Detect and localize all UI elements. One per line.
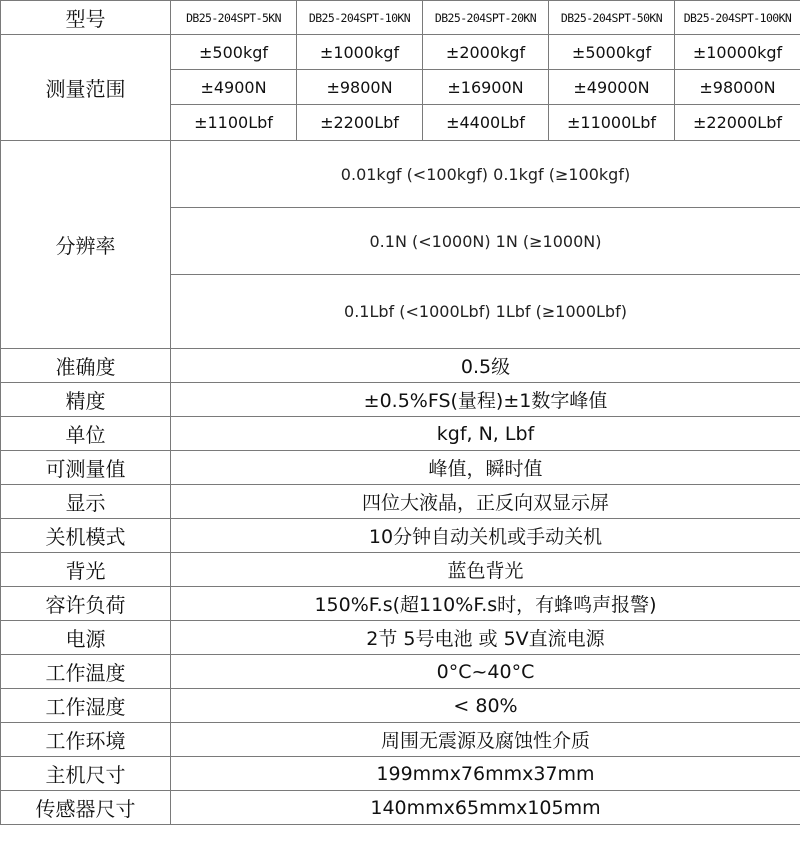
range-cell: ±10000kgf [675, 35, 800, 70]
table-row [1, 757, 800, 791]
row-label: 背光 [1, 553, 171, 587]
row-value: 10分钟自动关机或手动关机 [171, 519, 800, 553]
table-row [1, 655, 800, 689]
row-value: 峰值，瞬时值 [171, 451, 800, 485]
table-row [1, 417, 800, 451]
range-cell: ±22000Lbf [675, 105, 800, 141]
table-row [1, 451, 800, 485]
row-label: 精度 [1, 383, 171, 417]
range-cell: ±16900N [423, 70, 549, 105]
range-cell: ±49000N [549, 70, 675, 105]
row-label: 关机模式 [1, 519, 171, 553]
row-value: < 80% [171, 689, 800, 723]
row-label: 准确度 [1, 349, 171, 383]
row-label: 传感器尺寸 [1, 791, 171, 825]
range-cell: ±500kgf [171, 35, 297, 70]
range-cell: ±4400Lbf [423, 105, 549, 141]
model-cell: DB25-204SPT-100KN [675, 1, 800, 35]
row-value: 0°C~40°C [171, 655, 800, 689]
range-cell: ±2200Lbf [297, 105, 423, 141]
range-cell: ±4900N [171, 70, 297, 105]
spec-rows [1, 349, 800, 825]
row-value: 周围无震源及腐蚀性介质 [171, 723, 800, 757]
resolution-cell: 0.1N (<1000N) 1N (≥1000N) [171, 208, 800, 275]
model-cell: DB25-204SPT-50KN [549, 1, 675, 35]
range-cell: ±98000N [675, 70, 800, 105]
table-row [1, 519, 800, 553]
row-value: 2节 5号电池 或 5V直流电源 [171, 621, 800, 655]
table-row [1, 723, 800, 757]
model-cell: DB25-204SPT-10KN [297, 1, 423, 35]
row-value: 蓝色背光 [171, 553, 800, 587]
row-label: 工作环境 [1, 723, 171, 757]
range-cell: ±5000kgf [549, 35, 675, 70]
range-cell: ±11000Lbf [549, 105, 675, 141]
row-label: 工作湿度 [1, 689, 171, 723]
resolution-cell: 0.01kgf (<100kgf) 0.1kgf (≥100kgf) [171, 141, 800, 208]
model-cell: DB25-204SPT-20KN [423, 1, 549, 35]
row-value: 0.5级 [171, 349, 800, 383]
table-row-resolution-kgf [1, 141, 800, 208]
range-cell: ±1100Lbf [171, 105, 297, 141]
row-value: kgf, N, Lbf [171, 417, 800, 451]
row-value: 四位大液晶，正反向双显示屏 [171, 485, 800, 519]
table-row [1, 587, 800, 621]
table-row [1, 791, 800, 825]
row-label: 容许负荷 [1, 587, 171, 621]
table-row-model [1, 1, 800, 35]
row-value: ±0.5%FS(量程)±1数字峰值 [171, 383, 800, 417]
row-value: 199mmx76mmx37mm [171, 757, 800, 791]
table-row-range-kgf [1, 35, 800, 70]
row-label: 主机尺寸 [1, 757, 171, 791]
row-label: 电源 [1, 621, 171, 655]
range-cell: ±1000kgf [297, 35, 423, 70]
resolution-label: 分辨率 [1, 141, 171, 349]
row-label: 显示 [1, 485, 171, 519]
model-cell: DB25-204SPT-5KN [171, 1, 297, 35]
table-row [1, 689, 800, 723]
range-cell: ±9800N [297, 70, 423, 105]
range-label: 测量范围 [1, 35, 171, 141]
range-cell: ±2000kgf [423, 35, 549, 70]
row-value: 140mmx65mmx105mm [171, 791, 800, 825]
row-label: 单位 [1, 417, 171, 451]
model-label: 型号 [1, 1, 171, 35]
table-row [1, 383, 800, 417]
table-row [1, 349, 800, 383]
table-row [1, 485, 800, 519]
table-row [1, 621, 800, 655]
row-label: 工作温度 [1, 655, 171, 689]
row-value: 150%F.s(超110%F.s时，有蜂鸣声报警) [171, 587, 800, 621]
row-label: 可测量值 [1, 451, 171, 485]
table-row [1, 553, 800, 587]
resolution-cell: 0.1Lbf (<1000Lbf) 1Lbf (≥1000Lbf) [171, 275, 800, 349]
